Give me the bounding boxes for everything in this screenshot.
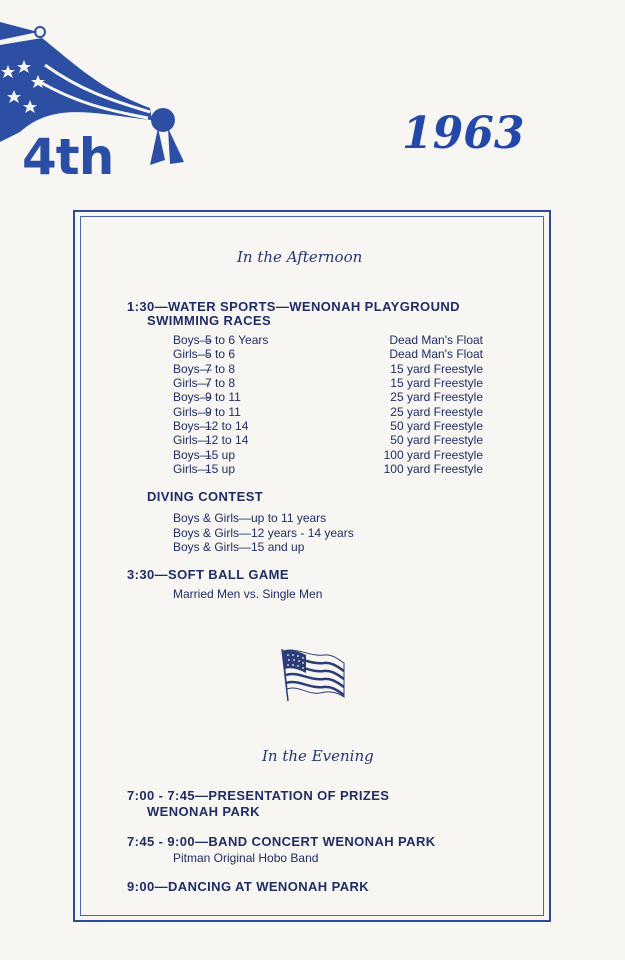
diving-line: Boys & Girls—12 years - 14 years [173, 526, 354, 540]
race-event: 50 yard Freestyle [390, 419, 483, 433]
race-group: Boys— [173, 362, 212, 376]
race-event: Dead Man's Float [389, 347, 483, 361]
race-row [173, 448, 483, 462]
race-event: 25 yard Freestyle [390, 405, 483, 419]
softball-title: 3:30—SOFT BALL GAME [127, 567, 289, 582]
diving-line: Boys & Girls—15 and up [173, 540, 305, 554]
race-row [173, 347, 483, 361]
diving-line: Boys & Girls—up to 11 years [173, 511, 327, 525]
water-sports-title: 1:30—WATER SPORTS—WENONAH PLAYGROUND [127, 299, 460, 314]
race-ages: 15 up [205, 448, 236, 462]
race-ages: 15 up [205, 462, 236, 476]
softball-detail: Married Men vs. Single Men [173, 587, 323, 601]
race-row [173, 376, 483, 390]
race-event: 15 yard Freestyle [390, 376, 483, 390]
race-ages: 5 to 6 Years [205, 333, 269, 347]
race-group: Girls— [173, 347, 210, 361]
race-ages: 7 to 8 [205, 362, 236, 376]
race-row [173, 405, 483, 419]
day-label: 4th [22, 128, 114, 186]
race-event: 15 yard Freestyle [390, 362, 483, 376]
race-group: Girls— [173, 433, 210, 447]
race-row [173, 462, 483, 476]
concert-title: 7:45 - 9:00—BAND CONCERT WENONAH PARK [127, 834, 436, 849]
race-ages: 12 to 14 [205, 419, 249, 433]
race-row [173, 362, 483, 376]
race-group: Girls— [173, 462, 210, 476]
race-row [173, 433, 483, 447]
prizes-place: WENONAH PARK [147, 804, 260, 819]
race-group: Boys— [173, 419, 212, 433]
dancing-title: 9:00—DANCING AT WENONAH PARK [127, 879, 370, 894]
race-event: 100 yard Freestyle [383, 462, 483, 476]
race-event: 25 yard Freestyle [390, 390, 483, 404]
evening-heading: In the Evening [262, 747, 374, 765]
prizes-title: 7:00 - 7:45—PRESENTATION OF PRIZES [127, 788, 390, 803]
race-row [173, 333, 483, 347]
race-group: Boys— [173, 333, 212, 347]
race-row [173, 390, 483, 404]
race-ages: 5 to 6 [205, 347, 236, 361]
afternoon-heading: In the Afternoon [237, 248, 363, 266]
race-group: Boys— [173, 448, 212, 462]
race-group: Boys— [173, 390, 212, 404]
race-event: Dead Man's Float [389, 333, 483, 347]
year-title: 1963 [402, 108, 525, 159]
race-ages: 7 to 8 [205, 376, 236, 390]
race-ages: 9 to 11 [205, 405, 241, 419]
race-group: Girls— [173, 376, 210, 390]
race-ages: 12 to 14 [205, 433, 249, 447]
diving-contest-title: DIVING CONTEST [147, 489, 264, 504]
american-flag-icon [278, 647, 346, 703]
race-event: 50 yard Freestyle [390, 433, 483, 447]
concert-detail: Pitman Original Hobo Band [173, 851, 319, 865]
swimming-races-title: SWIMMING RACES [147, 313, 272, 328]
race-group: Girls— [173, 405, 210, 419]
race-ages: 9 to 11 [205, 390, 241, 404]
race-row [173, 419, 483, 433]
race-event: 100 yard Freestyle [383, 448, 483, 462]
